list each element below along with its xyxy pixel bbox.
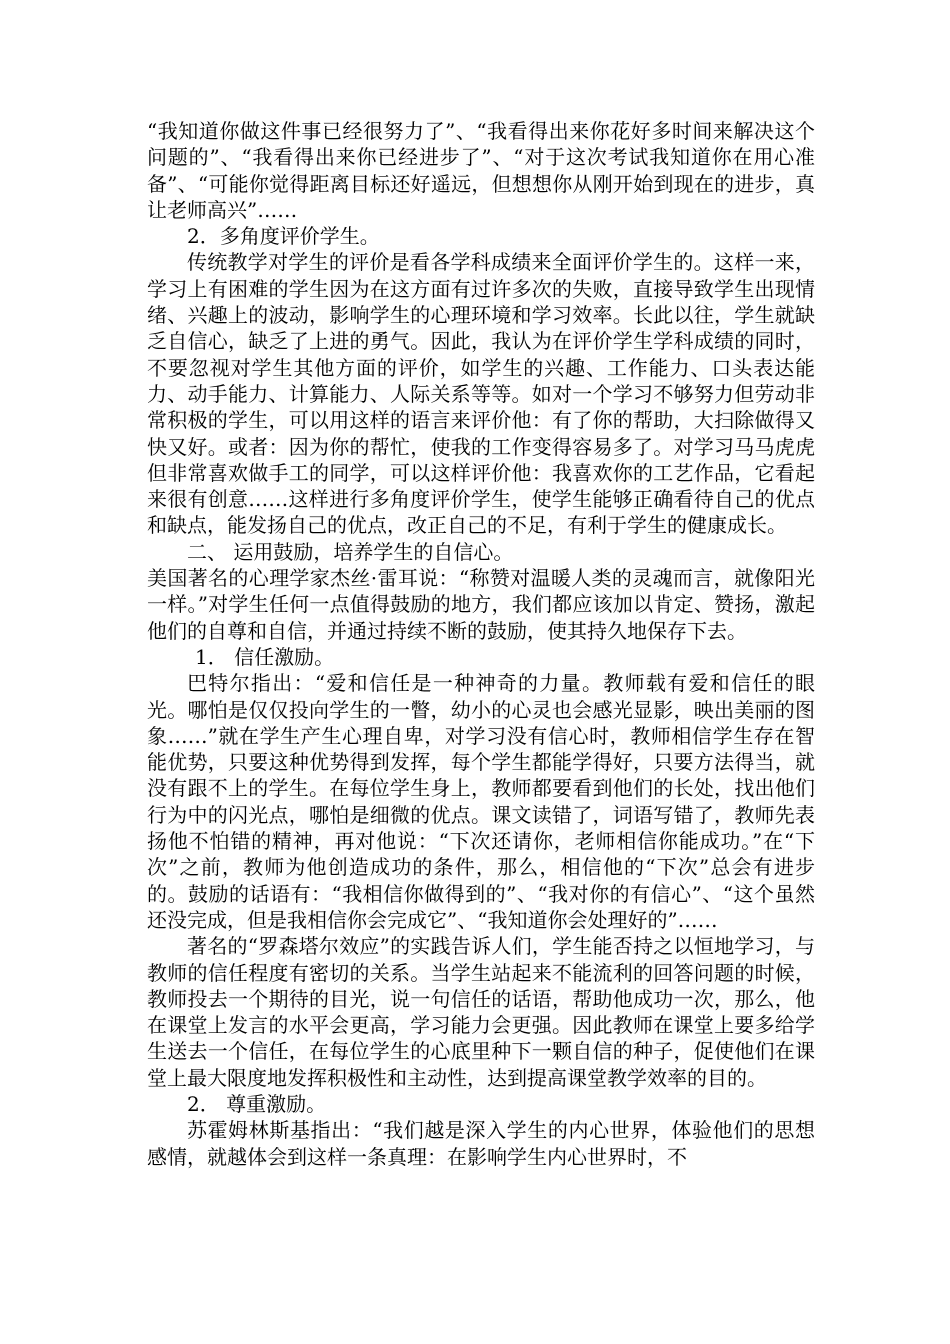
subheading-multi-angle-evaluation: 2．多角度评价学生。	[187, 224, 380, 249]
subheading-trust-motivation: 1． 信任激励。	[195, 644, 335, 669]
paragraph-rosenthal-effect: 著名的“罗森塔尔效应”的实践告诉人们，学生能否持之以恒地学习，与教师的信任程度有密切的关系。当学生站起来不能流利的回答问题的时候，教师投去一个期待的目光，说一句信任的话语，帮助他成功一次，那么，他在课堂上发言的水平会更高，学习能力会更强。因此教师在课堂上要多给学生送去一个信任，在每位学生的心底里种下一颗自信的种子，促使他们在课堂上最大限度地发挥积极性和主动性，达到提高课堂教学效率的目的。	[147, 934, 815, 1090]
section-heading-encouragement: 二、 运用鼓励，培养学生的自信心。	[187, 539, 514, 564]
document-body	[147, 118, 815, 1170]
paragraph-traditional-evaluation: 传统教学对学生的评价是看各学科成绩来全面评价学生的。这样一来，学习上有困难的学生因为在这方面有过许多次的失败，直接导致学生出现情绪、兴趣上的波动，影响学生的心理环境和学习效率。长此以往，学生就缺乏自信心，缺乏了上进的勇气。因此，我认为在评价学生学科成绩的同时，不要忽视对学生其他方面的评价，如学生的兴趣、工作能力、口头表达能力、动手能力、计算能力、人际关系等等。如对一个学习不够努力但劳动非常积极的学生，可以用这样的语言来评价他：有了你的帮助，大扫除做得又快又好。或者：因为你的帮忙，使我的工作变得容易多了。对学习马马虎虎但非常喜欢做手工的同学，可以这样评价他：我喜欢你的工艺作品，它看起来很有创意……这样进行多角度评价学生，使学生能够正确看待自己的优点和缺点，能发扬自己的优点，改正自己的不足，有利于学生的健康成长。	[147, 250, 815, 538]
paragraph-bartel-quote: 巴特尔指出：“爱和信任是一种神奇的力量。教师载有爱和信任的眼光。哪怕是仅仅投向学生的一瞥，幼小的心灵也会感光显影，映出美丽的图象……”就在学生产生心理自卑，对学习没有信心时，教师相信学生存在智能优势，只要这种优势得到发挥，每个学生都能学得好，只要方法得当，就没有跟不上的学生。在每位学生身上，教师都要看到他们的长处，找出他们行为中的闪光点，哪怕是细微的优点。课文读错了，词语写错了，教师先表扬他不怕错的精神，再对他说：“下次还请你，老师相信你能成功。”在“下次”之前，教师为他创造成功的条件，那么，相信他的“下次”总会有进步的。鼓励的话语有：“我相信你做得到的”、“我对你的有信心”、“这个虽然还没完成，但是我相信你会完成它”、“我知道你会处理好的”……	[147, 671, 815, 932]
subheading-respect-motivation: 2． 尊重激励。	[187, 1091, 327, 1116]
paragraph-sukhomlinsky-quote: 苏霍姆林斯基指出：“我们越是深入学生的内心世界，体验他们的思想感情，就越体会到这样一条真理：在影响学生内心世界时，不	[147, 1118, 815, 1169]
paragraph-praise-examples: “我知道你做这件事已经很努力了”、“我看得出来你花好多时间来解决这个问题的”、“我看得出来你已经进步了”、“对于这次考试我知道你在用心准备”、“可能你觉得距离目标还好遥远，但想想你从刚开始到现在的进步，真让老师高兴”……	[147, 119, 815, 222]
paragraph-psychologist-quote: 美国著名的心理学家杰丝·雷耳说：“称赞对温暖人类的灵魂而言，就像阳光一样。”对学生任何一点值得鼓励的地方，我们都应该加以肯定、赞扬，激起他们的自尊和自信，并通过持续不断的鼓励，使其持久地保存下去。	[147, 566, 815, 643]
